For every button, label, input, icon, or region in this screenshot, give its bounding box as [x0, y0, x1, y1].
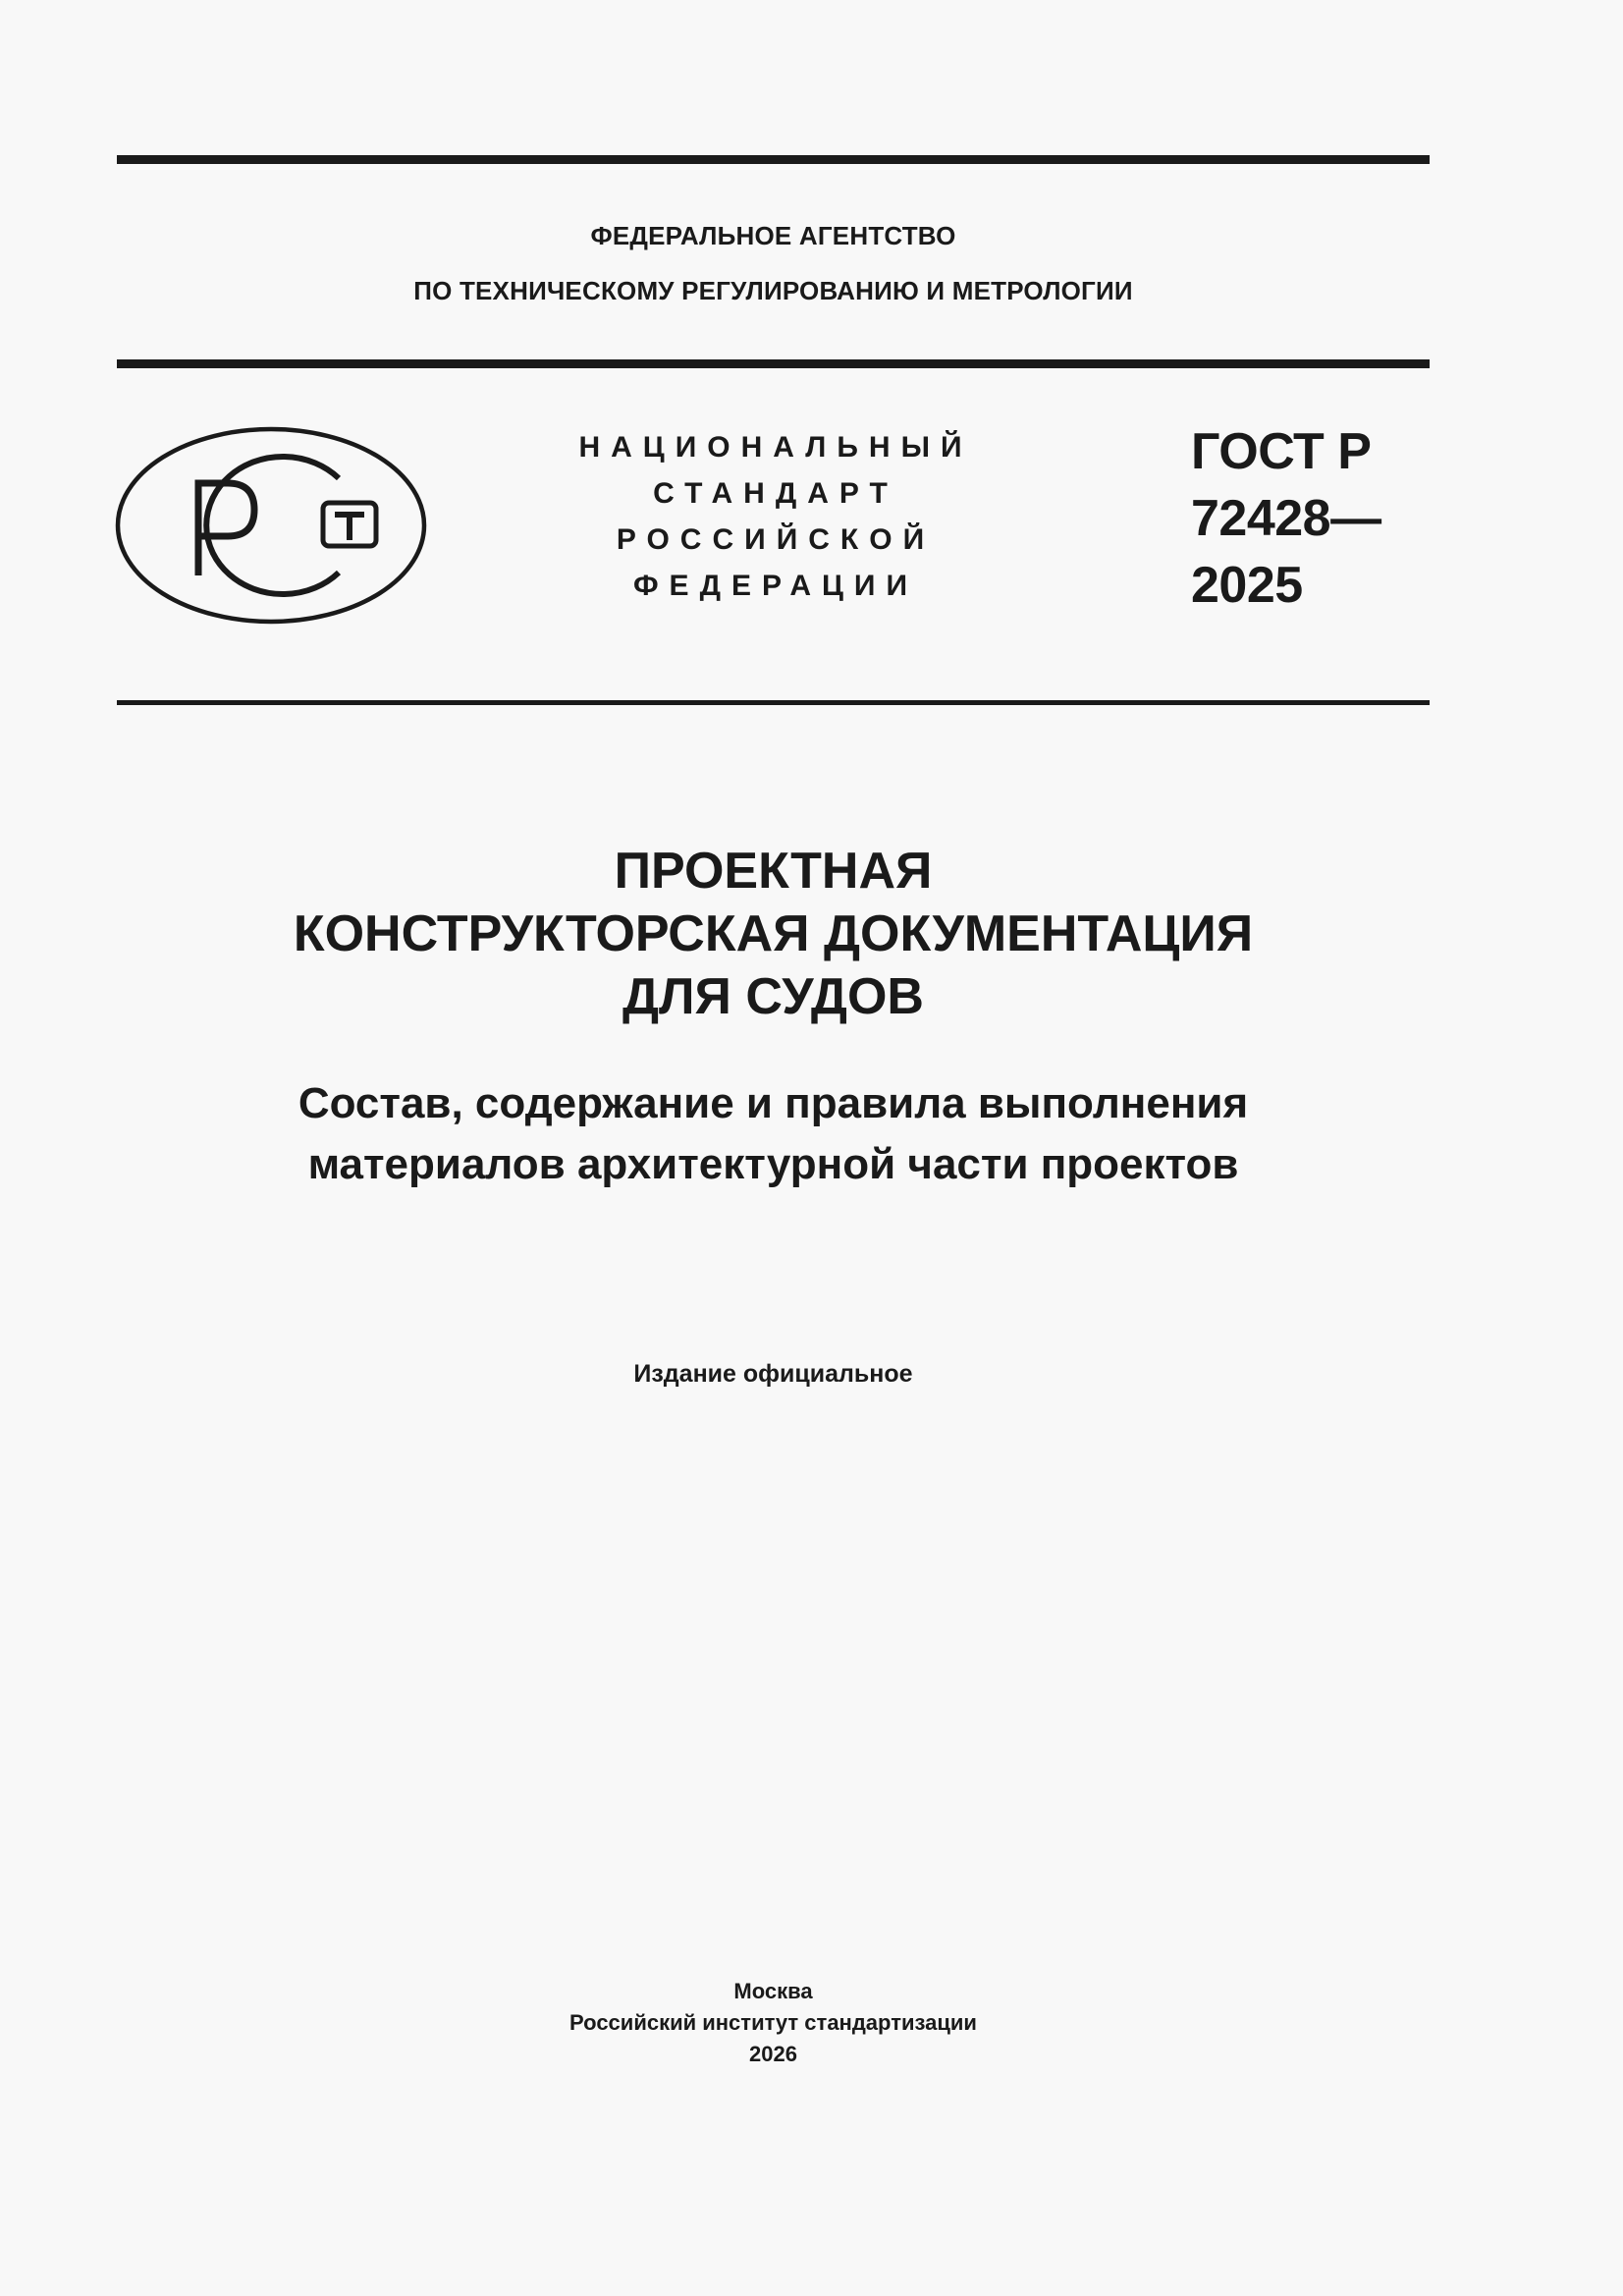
- title-line1: ПРОЕКТНАЯ: [614, 843, 933, 900]
- title-line3: ДЛЯ СУДОВ: [622, 968, 924, 1025]
- national-standard-line4: ФЕДЕРАЦИИ: [632, 570, 919, 602]
- top-rule: [117, 155, 1430, 164]
- document-title: [117, 840, 1430, 1028]
- designation-line2: 72428—: [1191, 490, 1381, 547]
- imprint-publisher: Российский институт стандартизации: [569, 2010, 977, 2035]
- subtitle-line2: материалов архитектурной части проектов: [307, 1140, 1239, 1188]
- designation-line1: ГОСТ Р: [1191, 423, 1372, 480]
- agency-name-line1: ФЕДЕРАЛЬНОЕ АГЕНТСТВО: [590, 221, 956, 250]
- imprint-city: Москва: [733, 1979, 813, 2003]
- standard-designation: [1191, 418, 1381, 619]
- agency-name-line2: ПО ТЕХНИЧЕСКОМУ РЕГУЛИРОВАНИЮ И МЕТРОЛОГИИ: [413, 276, 1133, 305]
- title-line2: КОНСТРУКТОРСКАЯ ДОКУМЕНТАЦИЯ: [293, 905, 1254, 962]
- national-standard-line2: СТАНДАРТ: [653, 477, 898, 510]
- imprint: [117, 1976, 1430, 2070]
- header-rule: [117, 700, 1430, 705]
- gost-r-logo-icon: [115, 426, 427, 625]
- designation-line3: 2025: [1191, 557, 1303, 614]
- agency-rule: [117, 359, 1430, 368]
- imprint-year: 2026: [749, 2042, 797, 2066]
- national-standard-line3: РОССИЙСКОЙ: [616, 523, 936, 556]
- national-standard-line1: НАЦИОНАЛЬНЫЙ: [578, 431, 973, 464]
- document-subtitle: [117, 1073, 1430, 1195]
- subtitle-line1: Состав, содержание и правила выполнения: [298, 1079, 1249, 1127]
- edition-note: Издание официальное: [633, 1360, 913, 1388]
- national-standard-heading: [569, 424, 982, 609]
